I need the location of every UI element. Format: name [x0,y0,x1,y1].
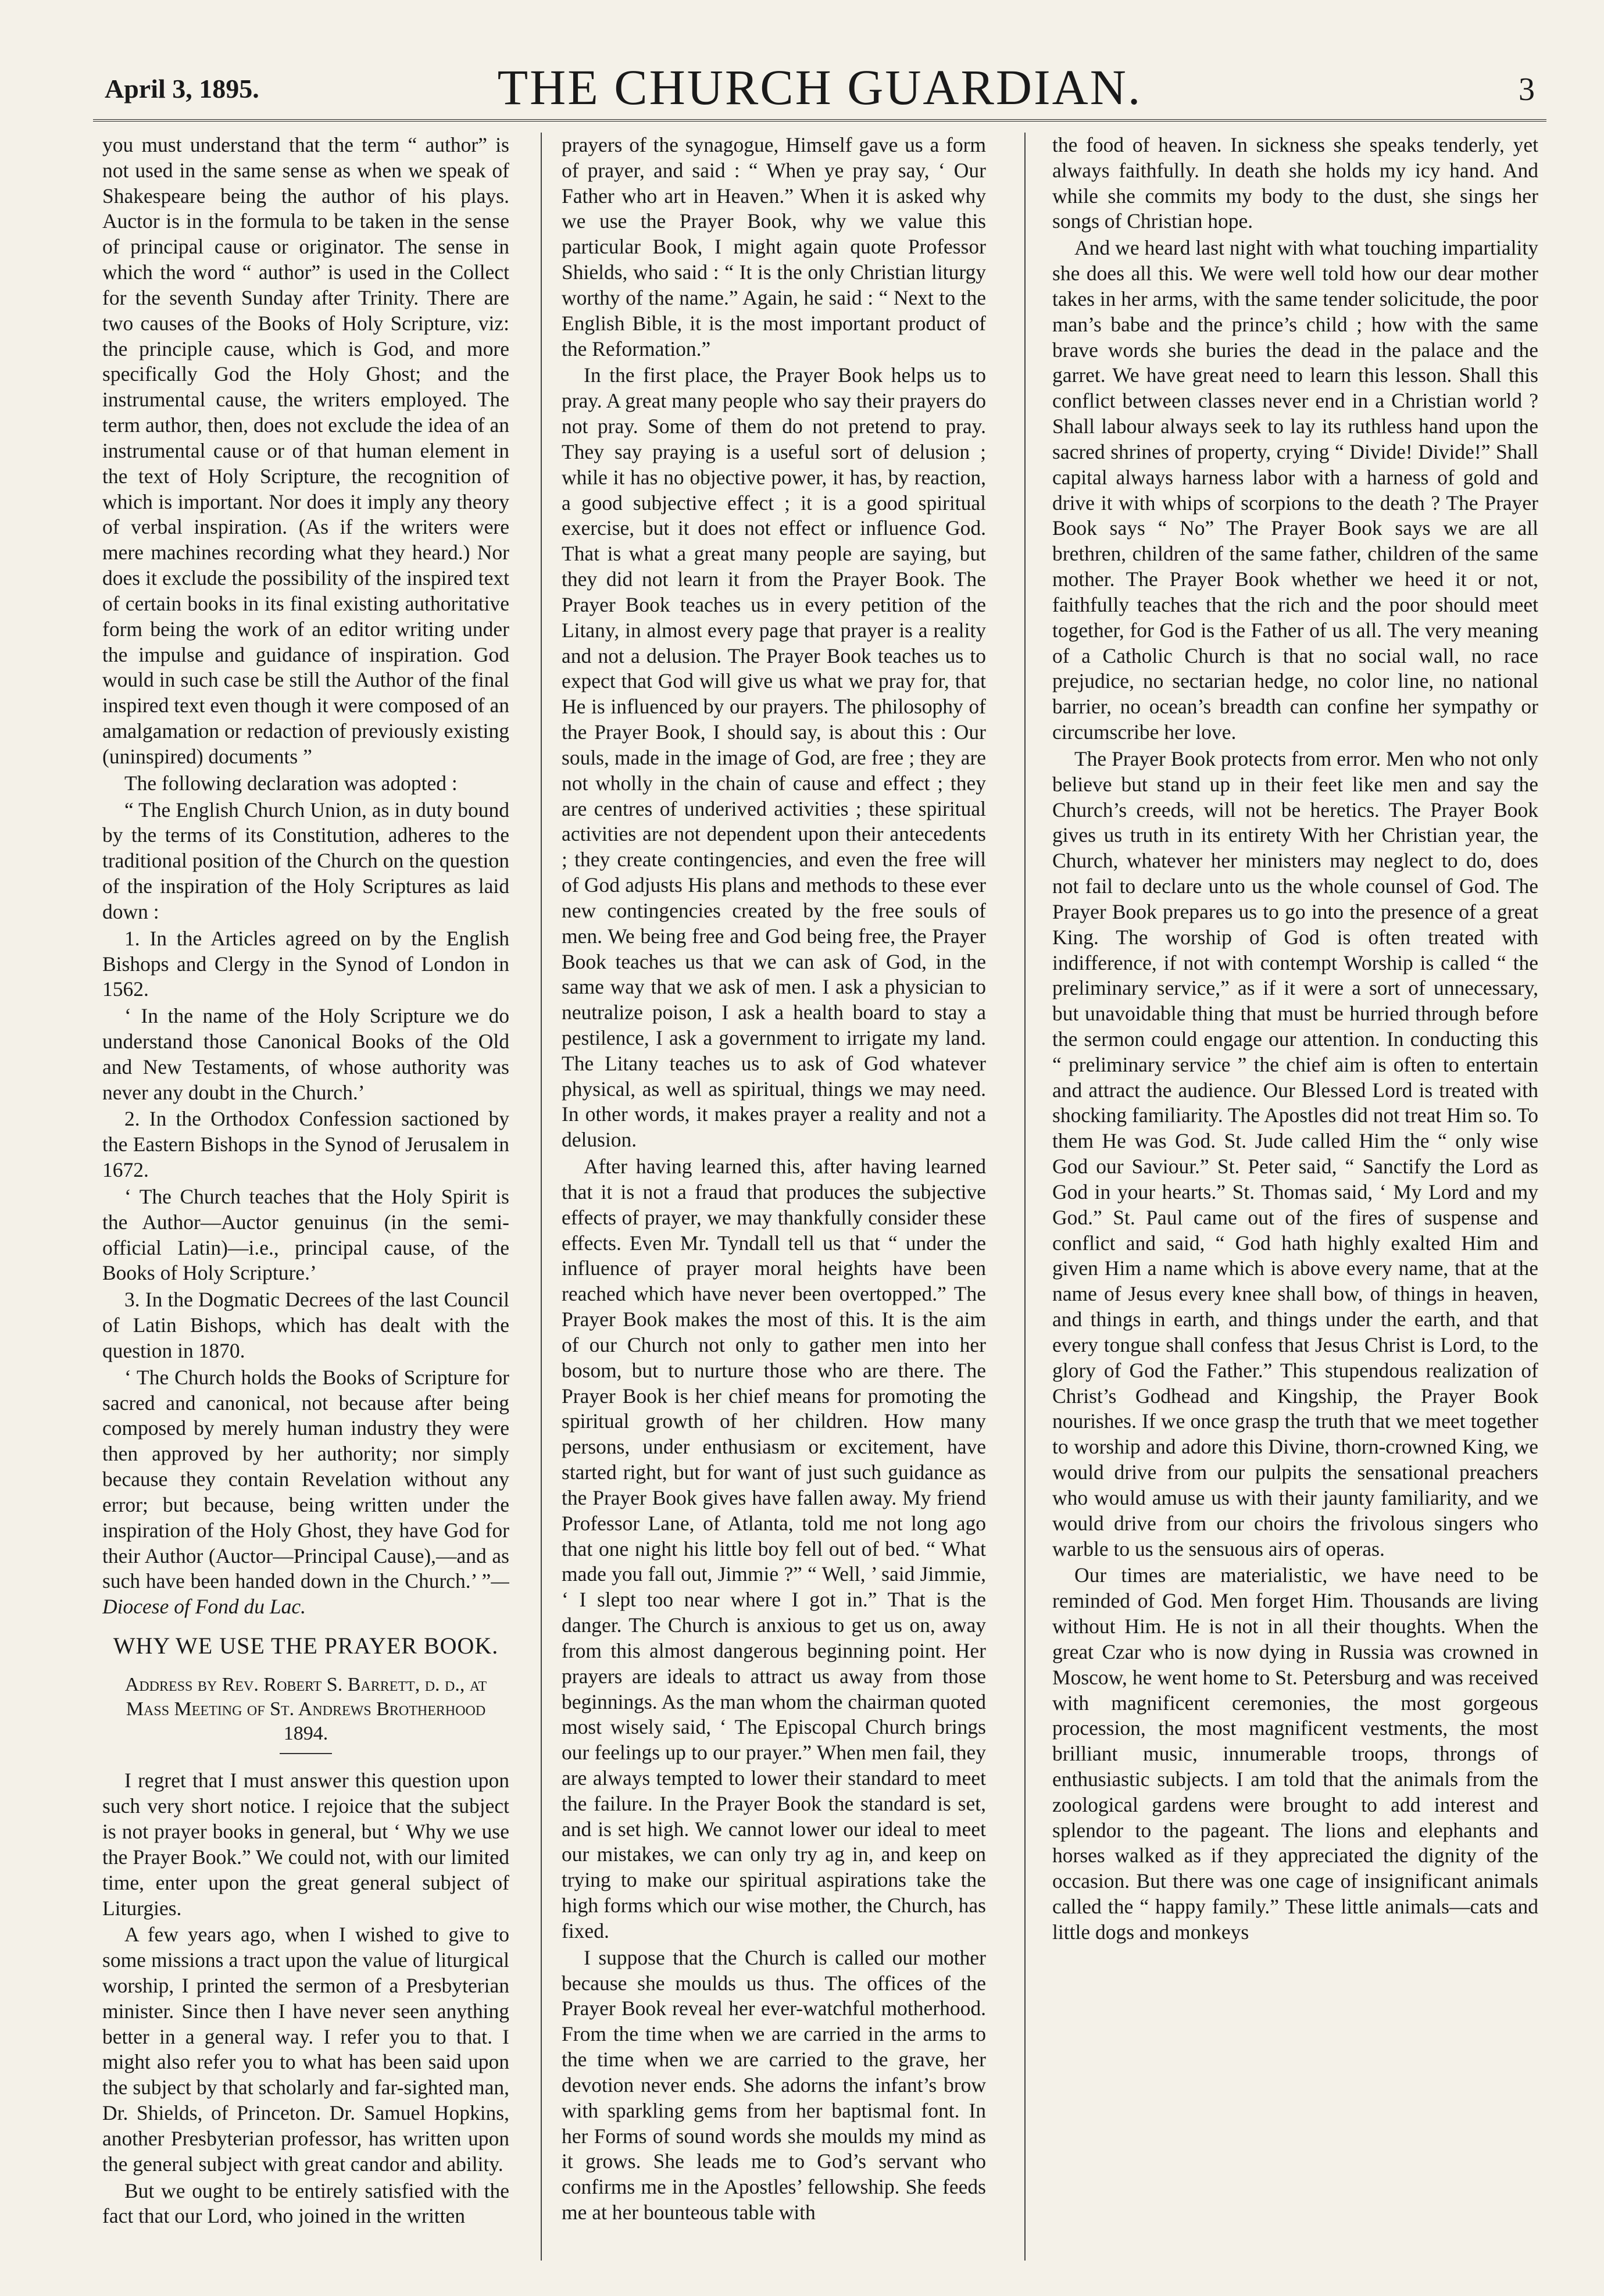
quotation-text: ‘ The Church holds the Books of Scripture for sacred and canonical, not because after being composed by merely human industry they were then approved by her authority; nor simply because they contain Revelation without any error; but because, being written under the inspiration of the Holy Ghost, they have God for their Author (Auctor—Principal Cause),—and as such have been handed down in the Church.’ ” [102,1365,509,1593]
column-2 [562,133,986,2261]
paragraph: The following declaration was adopted : [124,771,458,795]
paragraph: In the first place, the Prayer Book helps us to pray. A great many people who say their prayers do not pray. Some of them do not pretend to pray. They say praying is a useful sort of delusion ; while it has no objective power, it has, by reaction, a good subjective effect ; it is a good spiritual exercise, but it does not effect or influence God. That is what a great many people are saying, but they did not learn it from the Prayer Book. The Prayer Book teaches us in every petition of the Litany, in almost every page that prayer is a reality and not a delusion. The Prayer Book teaches us to expect that God will give us what we pray for, that He is influenced by our prayers. The philosophy of the Prayer Book, I should say, is about this : Our souls, made in the image of God, are free ; they are not wholly in the chain of cause and effect ; they are centres of underived activities ; these spiritual activities are not dependent upon their antecedents ; they create contingencies, and even the free will of God adjusts His plans and methods to these ever new contingencies created by the free souls of men. We being free and God being free, the Prayer Book teaches us that we can ask of God, in the same way that we ask of men. I ask a physician to neutralize poison, I ask a health board to stay a pestilence, I ask a government to irrigate my land. The Litany teaches us to ask of God whatever physical, as well as spiritual, things we may need. In other words, it makes prayer a reality and not a delusion. [562,363,986,1152]
article-byline: Address by Rev. Robert S. Barrett, d. d., at Mass Meeting of St. Andrews Brotherhood 1894. [124,1674,487,1745]
masthead-rule [93,119,1546,122]
newspaper-title: THE CHURCH GUARDIAN. [497,59,1142,115]
issue-date: April 3, 1895. [105,74,259,103]
page-number: 3 [1519,72,1535,108]
paragraph: ‘ In the name of the Holy Scripture we do understand those Canonical Books of the Old and New Testaments, of whose authority was never any doubt in the Church.’ [102,1004,509,1104]
paragraph: The Prayer Book protects from error. Men who not only believe but stand up in their feet like men and say the Church’s creeds, will not be heretics. The Prayer Book gives us truth in its entirety With her Christian year, the Church, whatever her ministers may neglect to do, does not fail to declare unto us the whole counsel of God. The Prayer Book prepares us to go into the presence of a great King. The worship of God is often treated with indifference, if not with contempt Worship is called “ the preliminary service,” as if it were a sort of unnecessary, but unavoidable thing that must be hurried through before the sermon could engage our attention. In conducting this “ preliminary service ” the chief aim is often to entertain and attract the audience. Our Blessed Lord is treated with shocking familiarity. The Apostles did not treat Him so. To them He was God. St. Jude called Him the “ only wise God our Saviour.” St. Peter said, “ Sanctify the Lord as God in your hearts.” St. Thomas said, ‘ My Lord and my God.” St. Paul came out of the fires of suspense and conflict and said, “ God hath highly exalted Him and given Him a name which is above every name, that at the name of Jesus every knee shall bow, of things in heaven, and things in earth, and things under the earth, and that every tongue shall confess that Jesus Christ is Lord, to the glory of God the Father.” This stupendous realization of Christ’s Godhead and Kingship, the Prayer Book nourishes. If we once grasp the truth that we meet together to worship and adore this Divine, thorn-crowned King, we would drive from our pulpits the sensational preachers who would amuse us with their jaunty familiarity, and we would drive from our choirs the frivolous singers who warble to us the sensuous airs of operas. [1052,747,1538,1561]
paragraph: I suppose that the Church is called our mother because she moulds us thus. The offices of the Prayer Book reveal her ever-watchful motherhood. From the time when we are carried in the arms to the time when we are carried to the grave, her devotion never ends. She adorns the infant’s brow with sparkling gems from her baptismal font. In her Forms of sound words she moulds my mind as it grows. She leads me to God’s servant who confirms me in the Apostles’ fellowship. She feeds me at her bounteous table with [562,1945,986,2224]
paragraph: 3. In the Dogmatic Decrees of the last Council of Latin Bishops, which has dealt with the question in 1870. [102,1288,509,1362]
paragraph: prayers of the synagogue, Himself gave us a form of prayer, and said : “ When ye pray say, ‘ Our Father who art in Heaven.” When it is asked why we use the Prayer Book, why we value this particular Book, I might again quote Professor Shields, who said : “ It is the only Christian liturgy worthy of the name.” Again, he said : “ Next to the English Bible, it is the most important product of the Reformation.” [562,133,986,360]
paragraph: “ The English Church Union, as in duty bound by the terms of its Constitution, adheres to the traditional position of the Church on the question of the inspiration of the Holy Scriptures as laid down : [102,798,509,923]
column-divider [541,133,542,2261]
byline-rule [280,1753,332,1754]
paragraph: A few years ago, when I wished to give to some missions a tract upon the value of liturgical worship, I printed the sermon of a Presbyterian minister. Since then I have never seen anything better in a general way. I refer you to that. I might also refer you to what has been said upon the subject by that scholarly and far-sighted man, Dr. Shields, of Princeton. Dr. Samuel Hopkins, another Presbyterian professor, has written upon the general subject with great candor and ability. [102,1923,509,2176]
paragraph: Our times are materialistic, we have need to be reminded of God. Men forget Him. Thousands are living without Him. He is not in all their thoughts. When the great Czar who is now dying in Russia was crowned in Moscow, he went home to St. Petersburg and was received with magnificent ceremonies, the most gorgeous procession, the most magnificent vestments, the most brilliant music, innumerable troops, throngs of enthusiastic subjects. I am told that the animals from the zoological gardens were brought to add interest and splendor to the pageant. The lions and elephants and horses walked as if they appreciated the dignity of the occasion. But there was one cage of insignificant animals called the “ happy family.” These little animals—cats and little dogs and monkeys [1052,1563,1538,1944]
paragraph: ‘ The Church teaches that the Holy Spirit is the Author—Auctor genuinus (in the semi-official Latin)—i.e., principal cause, of the Books of Holy Scripture.’ [102,1184,509,1285]
source-attribution: —Diocese of Fond du Lac. [102,1569,509,1619]
paragraph: But we ought to be entirely satisfied with the fact that our Lord, who joined in the written [102,2179,509,2228]
paragraph: you must understand that the term “ author” is not used in the same sense as when we speak of Shakespeare being the author of his plays. Auctor is in the formula to be taken in the sense of principal cause or originator. The sense in which the word “ author” is used in the Collect for the seventh Sunday after Trinity. There are two causes of the Books of Holy Scripture, viz: the principle cause, which is God, and more specifically God the Holy Ghost; and the instrumental cause, the writers employed. The term author, then, does not exclude the idea of an instrumental cause or of that human element in the text of Holy Scripture, the recognition of which is important. Nor does it imply any theory of verbal inspiration. (As if the writers were mere machines recording what they heard.) Nor does it exclude the possibility of the inspired text of certain books in its final existing authoritative form being the work of an editor writing under the impulse and guidance of inspiration. God would in such case be still the Author of the final inspired text even though it were composed of an amalgamation or redaction of previously existing (uninspired) documents ” [102,133,509,768]
paragraph: the food of heaven. In sickness she speaks tenderly, yet always faithfully. In death she holds my icy hand. And while she commits my body to the dust, she sings her songs of Christian hope. [1052,133,1538,233]
masthead [93,53,1546,117]
article-heading: WHY WE USE THE PRAYER BOOK. [113,1633,499,1659]
paragraph: After having learned this, after having learned that it is not a fraud that produces the subjective effects of prayer, we may thankfully consider these effects. Even Mr. Tyndall tell us that “ under the influence of prayer moral heights have been reached which have never been overtopped.” The Prayer Book makes the most of this. It is the aim of our Church not only to gather men into her bosom, but to nurture those who are there. The Prayer Book is her chief means for promoting the spiritual growth of her children. How many persons, under enthusiasm or excitement, have started right, but for want of just such guidance as the Prayer Book gives have fallen away. My friend Professor Lane, of Atlanta, told me not long ago that one night his little boy fell out of bed. “ What made you fall out, Jimmie ?” “ Well, ’ said Jimmie, ‘ I slept too near where I got in.” That is the danger. The Church is anxious to get us on, away from this almost dangerous beginning point. Her prayers are ideals to attract us away from those beginnings. As the man whom the chairman quoted most wisely said, ‘ The Episcopal Church brings our feelings up to our prayer.” When men fail, they are always tempted to lower their standard to meet the failure. In the Prayer Book the standard is set, and is set high. We cannot lower our ideal to meet our mistakes, we can only try ag in, and keep on trying to make our spiritual aspirations take the high forms which our wise mother, the Church, has fixed. [562,1155,986,1943]
column-3 [1052,133,1538,2261]
paragraph: And we heard last night with what touching impartiality she does all this. We were well told how our dear mother takes in her arms, with the same tender solicitude, the poor man’s babe and the prince’s child ; how with the same brave words she buries the dead in the palace and the garret. We have great need to learn this lesson. Shall this conflict between classes never end in a Christian world ? Shall labour always seek to lay its ruthless hand upon the sacred shrines of property, crying “ Divide! Divide!” Shall capital always harness labor with a harness of gold and drive it with whips of scorpions to the death ? The Prayer Book says “ No” The Prayer Book says we are all brethren, children of the same father, children of the same mother. The Prayer Book whether we heed it or not, faithfully teaches that the rich and the poor should meet together, for God is the Father of us all. The very meaning of a Catholic Church is that no social wall, no race prejudice, no sectarian hedge, no color line, no national barrier, no ocean’s breadth can confine her sympathy or circumscribe her love. [1052,236,1538,744]
paragraph: 1. In the Articles agreed on by the English Bishops and Clergy in the Synod of London in 1562. [102,926,509,1001]
paragraph: I regret that I must answer this question upon such very short notice. I rejoice that the subject is not prayer books in general, but ‘ Why we use the Prayer Book.” We could not, with our limited time, enter upon the great general subject of Liturgies. [102,1769,509,1920]
column-1 [102,133,509,2261]
paragraph: 2. In the Orthodox Confession sactioned by the Eastern Bishops in the Synod of Jerusalem in 1672. [102,1107,509,1182]
column-divider [1024,133,1026,2261]
paragraph [102,1365,509,1620]
